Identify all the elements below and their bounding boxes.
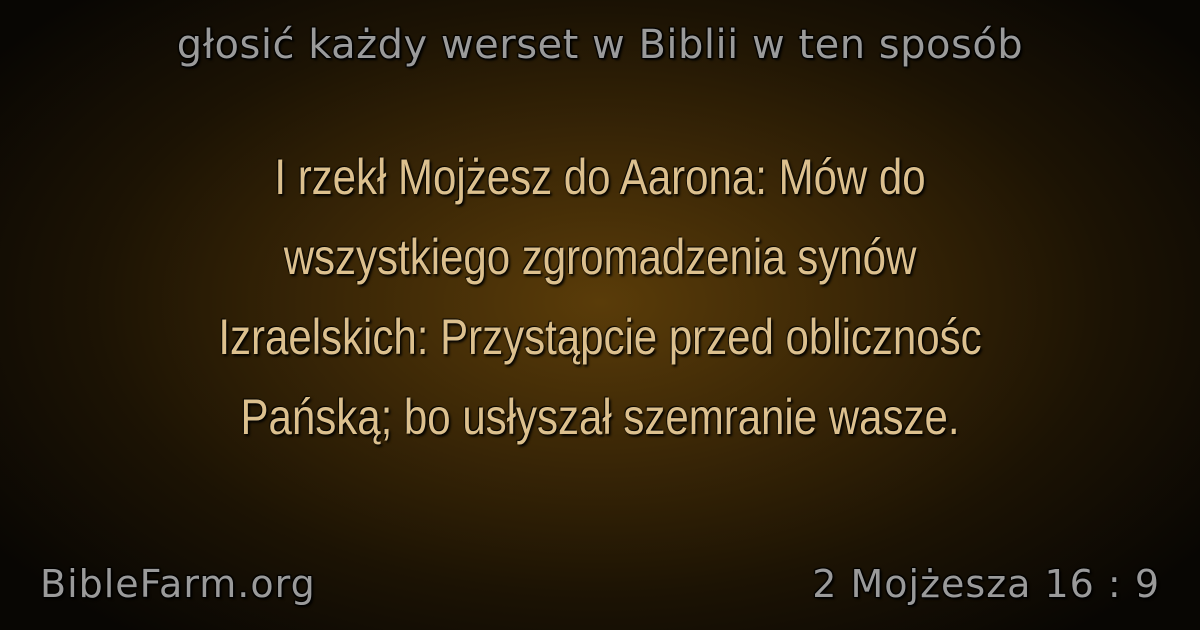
verse-line: Izraelskich: Przystąpcie przed oblicznośc <box>218 309 982 365</box>
site-name: BibleFarm.org <box>40 562 316 606</box>
verse-line: wszystkiego zgromadzenia synów <box>283 229 917 285</box>
verse-line: Pańską; bo usłyszał szemranie wasze. <box>240 389 960 445</box>
verse-reference: 2 Mojżesza 16 : 9 <box>812 562 1160 606</box>
verse-line: I rzekł Mojżesz do Aarona: Mów do <box>274 149 926 205</box>
verse-text <box>146 137 1053 457</box>
tagline: głosić każdy werset w Biblii w ten sposób <box>176 22 1024 68</box>
